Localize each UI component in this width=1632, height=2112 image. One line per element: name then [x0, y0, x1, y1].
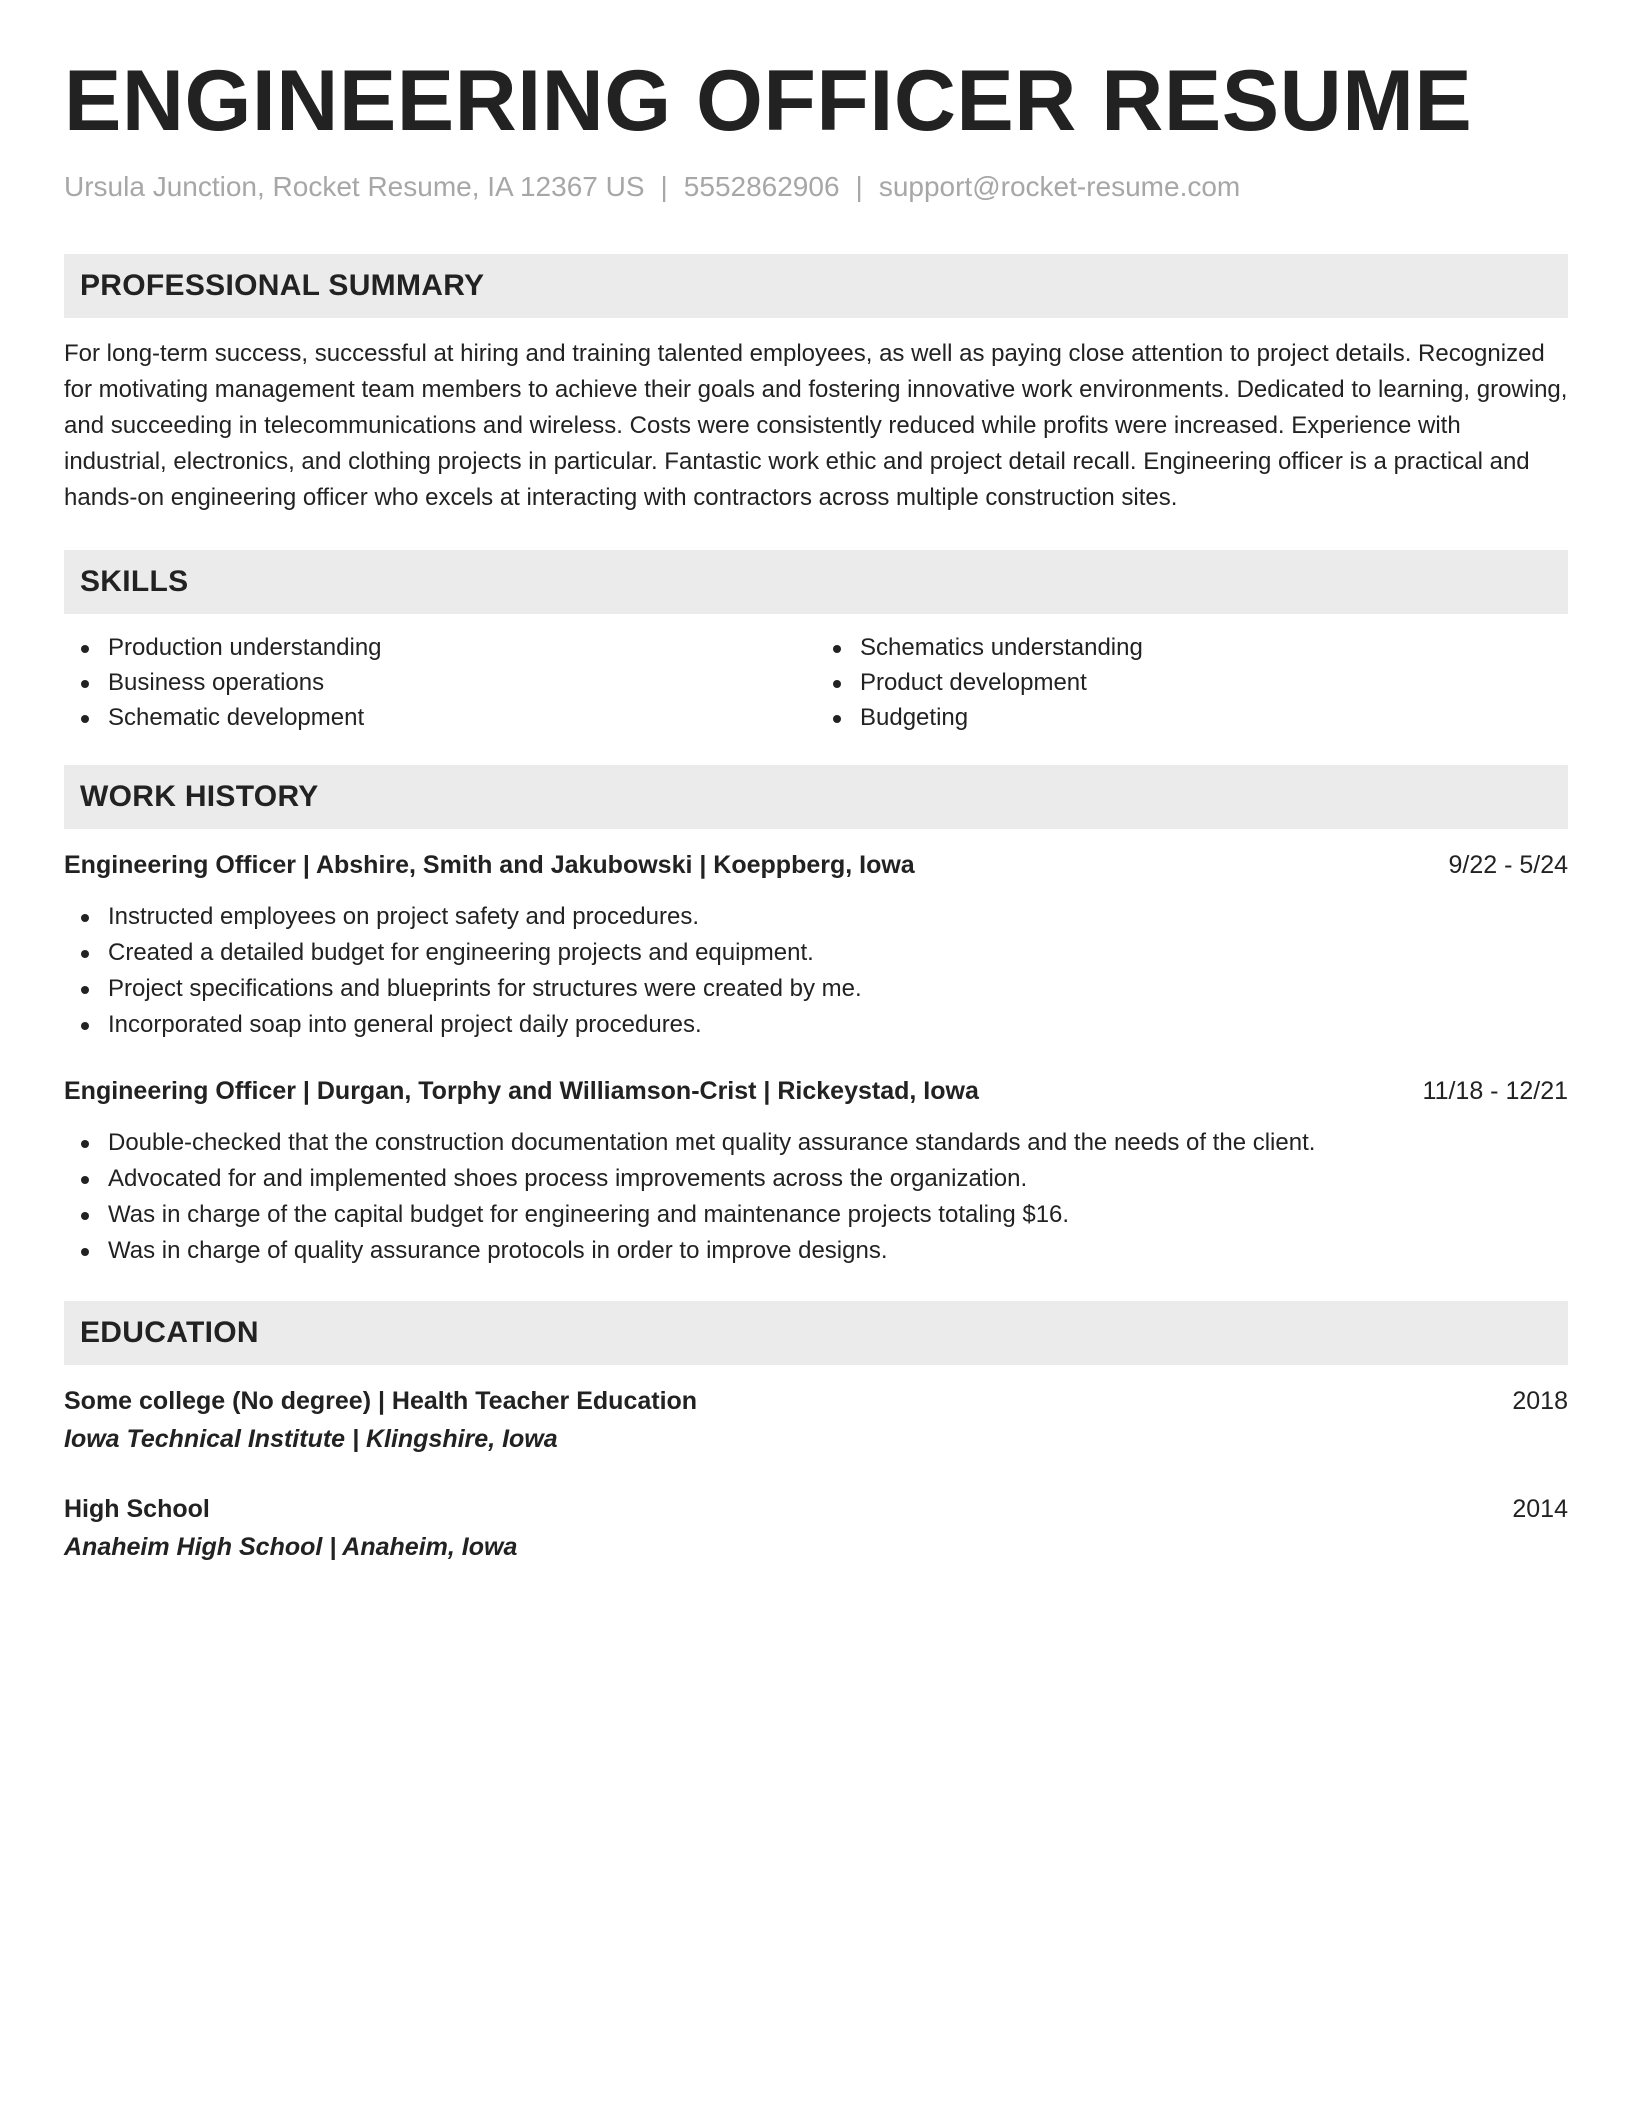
- job-bullets: [64, 899, 1568, 1043]
- education-degree: High School: [64, 1494, 210, 1523]
- contact-email: support@rocket-resume.com: [878, 171, 1241, 202]
- job-title: Engineering Officer | Durgan, Torphy and Williamson-Crist | Rickeystad, Iowa: [64, 1076, 979, 1105]
- skills-column-left: [64, 630, 816, 735]
- job-bullet: Double-checked that the construction documentation met quality assurance standards and the needs of the client.: [64, 1125, 1568, 1161]
- job-header: [64, 1073, 1568, 1109]
- resume-title: ENGINEERING OFFICER RESUME: [64, 53, 1473, 149]
- skill-item: Business operations: [64, 665, 816, 700]
- education-year: 2018: [1512, 1386, 1568, 1415]
- job-header: [64, 847, 1568, 883]
- job-bullet: Project specifications and blueprints for structures were created by me.: [64, 971, 1568, 1007]
- education-school: Anaheim High School | Anaheim, Iowa: [64, 1532, 518, 1561]
- contact-separator: |: [855, 171, 863, 202]
- job-bullet: Created a detailed budget for engineering projects and equipment.: [64, 935, 1568, 971]
- education-year: 2014: [1512, 1494, 1568, 1523]
- job-entry: [64, 847, 1568, 1043]
- job-bullet: Incorporated soap into general project daily procedures.: [64, 1007, 1568, 1043]
- contact-line: [64, 170, 1568, 204]
- job-bullet: Was in charge of quality assurance protocols in order to improve designs.: [64, 1233, 1568, 1269]
- skill-item: Schematics understanding: [816, 630, 1568, 665]
- education-degree: Some college (No degree) | Health Teacher Education: [64, 1386, 698, 1415]
- job-bullet: Advocated for and implemented shoes process improvements across the organization.: [64, 1161, 1568, 1197]
- job-title: Engineering Officer | Abshire, Smith and Jakubowski | Koeppberg, Iowa: [64, 850, 915, 879]
- education-entry: [64, 1491, 1568, 1565]
- education-school: Iowa Technical Institute | Klingshire, Iowa: [64, 1424, 558, 1453]
- job-entry: [64, 1073, 1568, 1269]
- section-header-work-history: WORK HISTORY: [64, 765, 1568, 829]
- contact-separator: |: [660, 171, 668, 202]
- education-entry: [64, 1383, 1568, 1457]
- skills-column-right: [816, 630, 1568, 735]
- skill-item: Budgeting: [816, 700, 1568, 735]
- section-header-education: EDUCATION: [64, 1301, 1568, 1365]
- section-header-skills: SKILLS: [64, 550, 1568, 614]
- job-dates: 11/18 - 12/21: [1422, 1076, 1568, 1105]
- job-bullet: Was in charge of the capital budget for engineering and maintenance projects totaling $16.: [64, 1197, 1568, 1233]
- skill-item: Production understanding: [64, 630, 816, 665]
- skill-item: Product development: [816, 665, 1568, 700]
- job-bullets: [64, 1125, 1568, 1269]
- skill-item: Schematic development: [64, 700, 816, 735]
- contact-address: Ursula Junction, Rocket Resume, IA 12367 US: [64, 171, 645, 202]
- education-header: [64, 1491, 1568, 1527]
- section-header-summary: PROFESSIONAL SUMMARY: [64, 254, 1568, 318]
- summary-text: For long-term success, successful at hiring and training talented employees, as well as paying close attention to project details. Recognized for motivating management team members to achieve their goals and fostering innovative work environments. Dedicated to learning, growing, and succeeding in telecommunications and wireless. Costs were consistently reduced while profits were increased. Experience with industrial, electronics, and clothing projects in particular. Fantastic work ethic and project detail recall. Engineering officer is a practical and hands-on engineering officer who excels at interacting with contractors across multiple construction sites.: [64, 339, 1568, 511]
- skills-list: [64, 630, 1568, 735]
- job-bullet: Instructed employees on project safety and procedures.: [64, 899, 1568, 935]
- contact-phone: 5552862906: [683, 171, 840, 202]
- education-header: [64, 1383, 1568, 1419]
- job-dates: 9/22 - 5/24: [1448, 850, 1568, 879]
